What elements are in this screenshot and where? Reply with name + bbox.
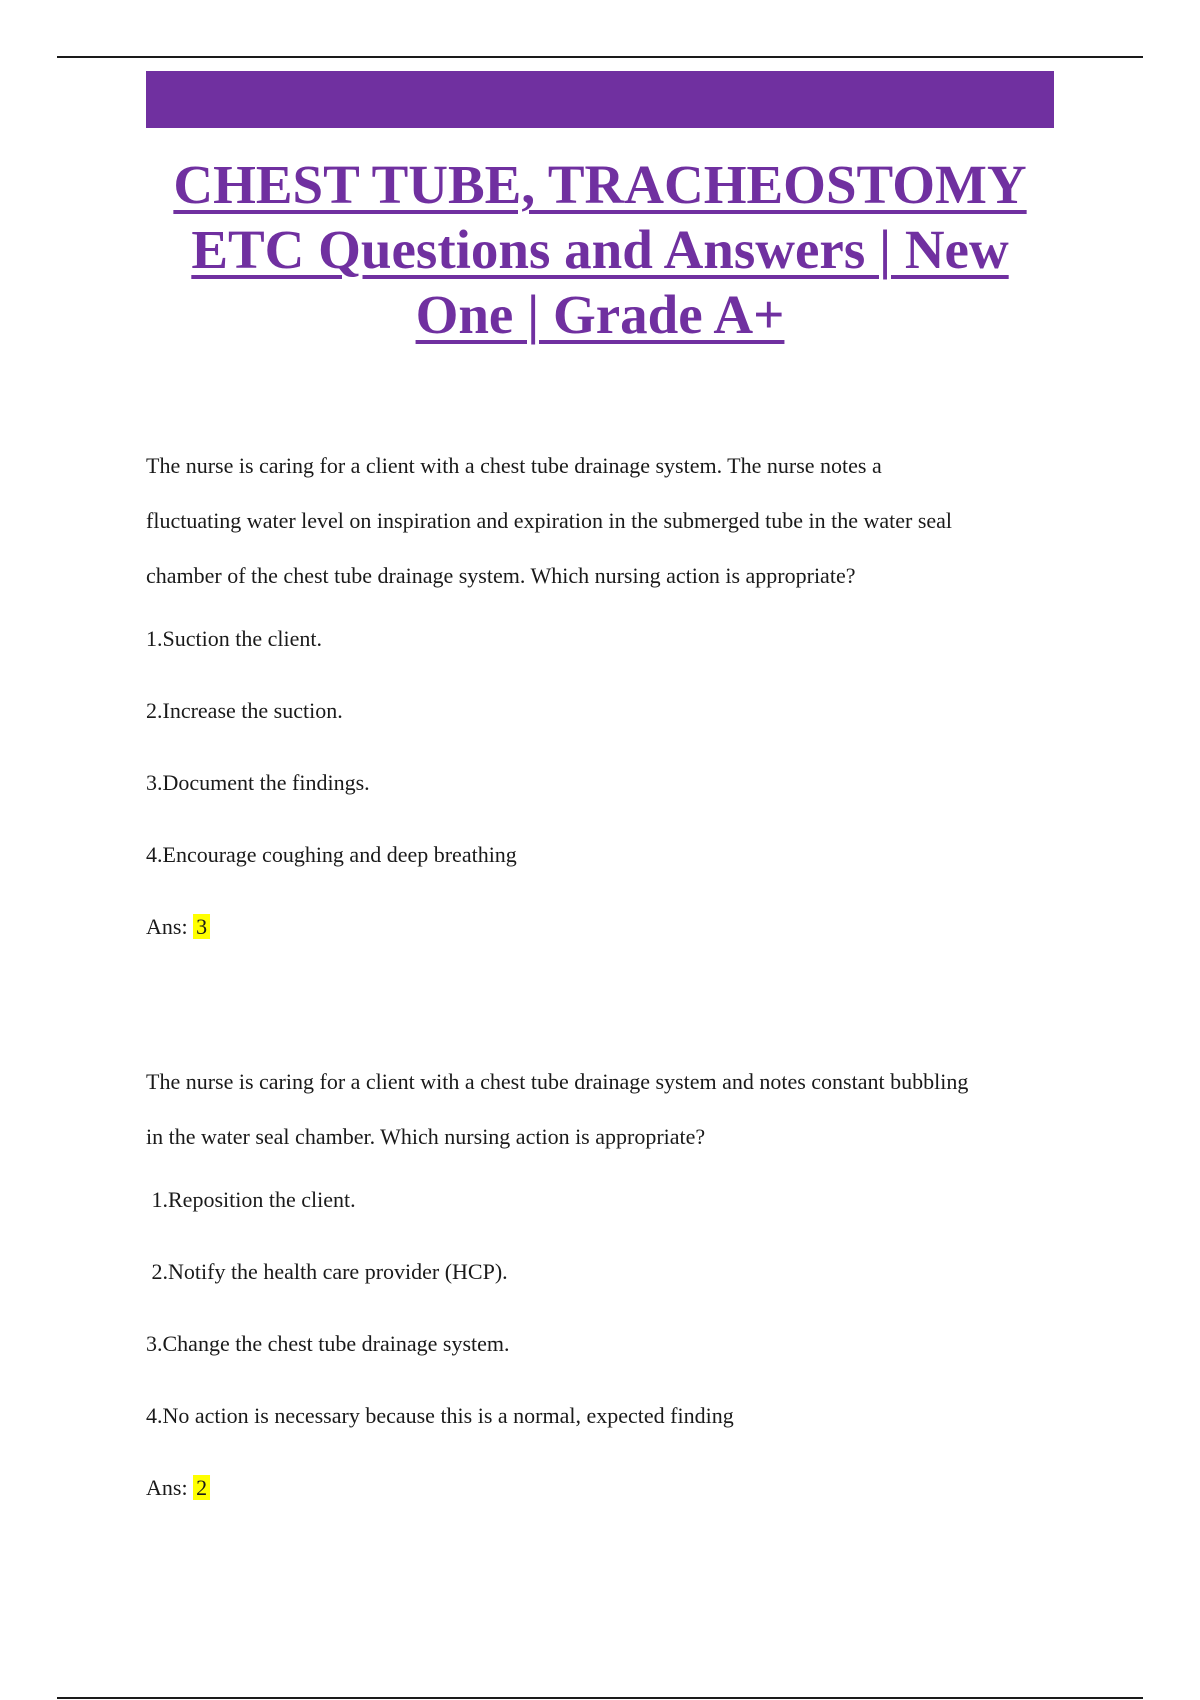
answer-line bbox=[146, 891, 1066, 963]
answer-label: Ans: bbox=[146, 1475, 188, 1500]
question-1 bbox=[146, 438, 1066, 963]
question-2 bbox=[146, 1054, 1066, 1524]
answer-line bbox=[146, 1452, 1066, 1524]
question-stem-line: fluctuating water level on inspiration and expiration in the submerged tube in the water seal bbox=[146, 508, 953, 533]
answer-option: 4.Encourage coughing and deep breathing bbox=[146, 842, 517, 867]
header-banner bbox=[146, 71, 1054, 128]
answer-option: 4.No action is necessary because this is a normal, expected finding bbox=[146, 1403, 734, 1428]
answer-option: 1.Suction the client. bbox=[146, 626, 322, 651]
question-stem-line: chamber of the chest tube drainage system. Which nursing action is appropriate? bbox=[146, 563, 856, 588]
answer-option: 3.Document the findings. bbox=[146, 770, 370, 795]
top-rule bbox=[57, 56, 1143, 58]
answer-option: 3.Change the chest tube drainage system. bbox=[146, 1331, 510, 1356]
answer-label: Ans: bbox=[146, 914, 188, 939]
question-stem-line: in the water seal chamber. Which nursing action is appropriate? bbox=[146, 1124, 706, 1149]
bottom-rule bbox=[57, 1697, 1143, 1699]
question-stem-line: The nurse is caring for a client with a chest tube drainage system. The nurse notes a bbox=[146, 453, 882, 478]
question-stem-line: The nurse is caring for a client with a chest tube drainage system and notes constant bubbling bbox=[146, 1069, 969, 1094]
document-title: CHEST TUBE, TRACHEOSTOMY ETC Questions and Answers | New One | Grade A+ bbox=[173, 154, 1027, 345]
answer-option: 2.Notify the health care provider (HCP). bbox=[146, 1259, 508, 1284]
answer-option: 2.Increase the suction. bbox=[146, 698, 343, 723]
answer-option: 1.Reposition the client. bbox=[146, 1187, 356, 1212]
answer-value: 3 bbox=[193, 914, 210, 939]
answer-value: 2 bbox=[193, 1475, 210, 1500]
